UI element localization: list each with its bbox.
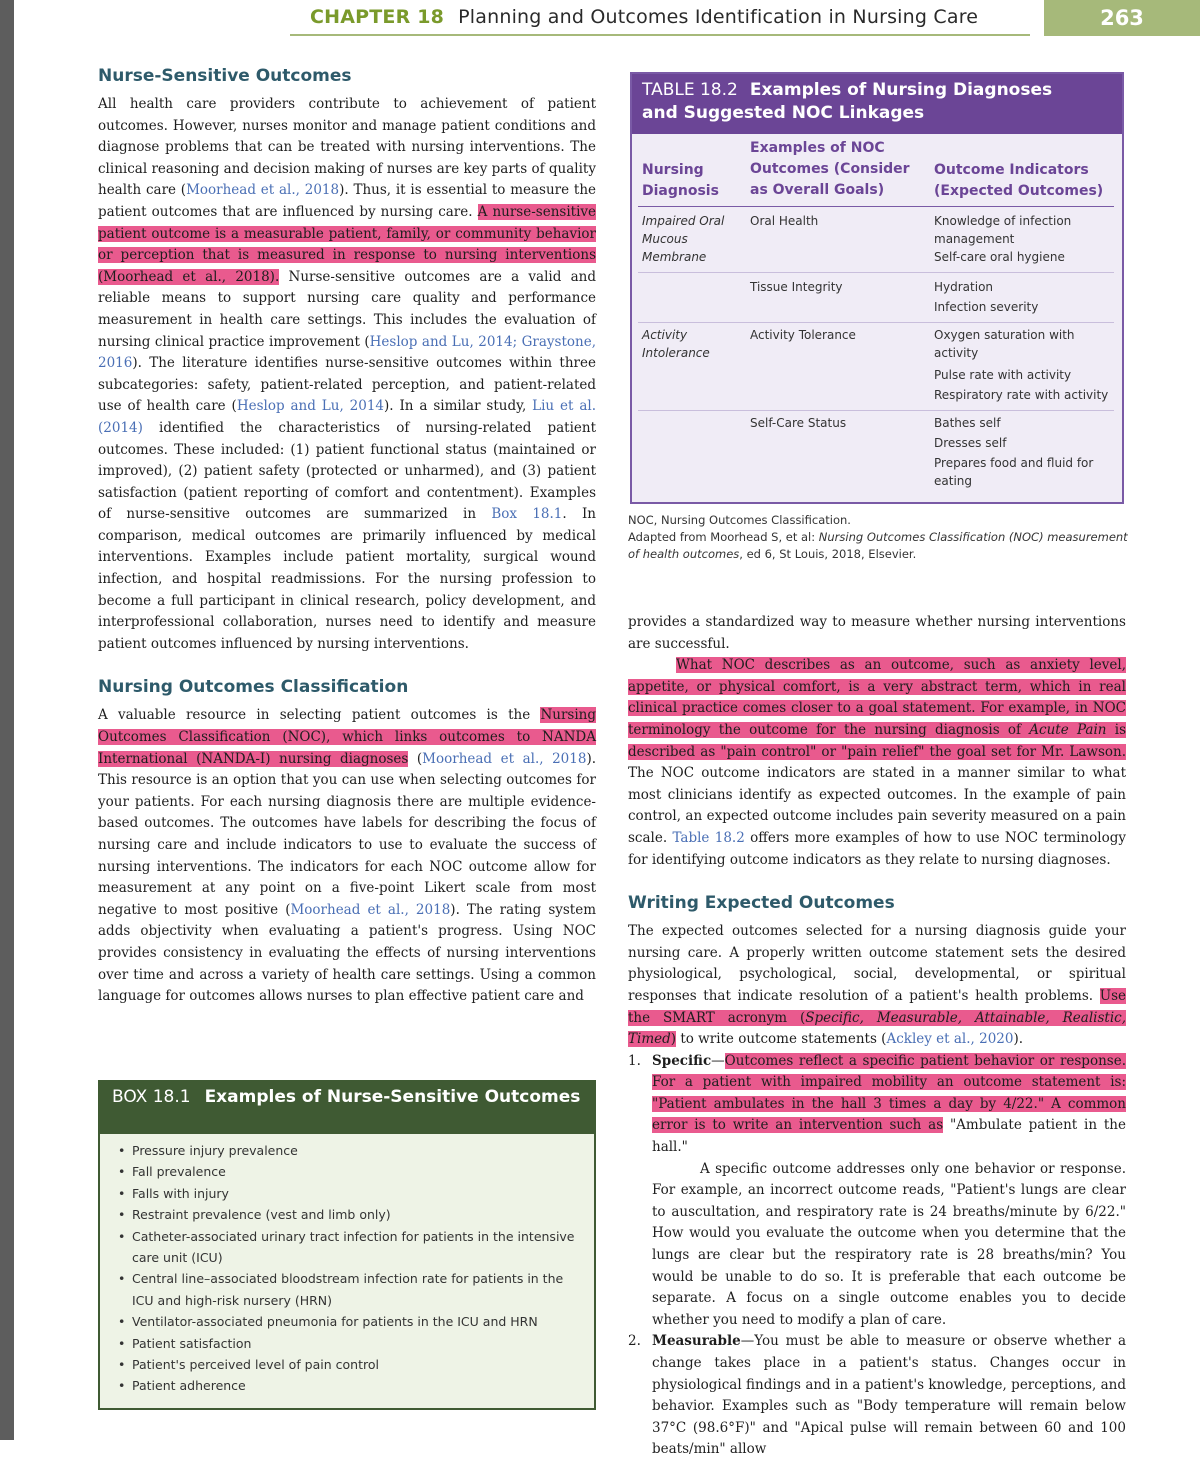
box-label: BOX 18.1 — [112, 1087, 191, 1107]
list-item: • Fall prevalence — [118, 1161, 582, 1182]
col-header-indicators: Outcome Indicators (Expected Outcomes) — [934, 162, 1104, 199]
left-column — [98, 64, 596, 1008]
smart-item-specific — [628, 1051, 1126, 1332]
citation-link[interactable]: Heslop and Lu, 2014 — [236, 398, 384, 415]
table-cell-outcome: Self-Care Status — [750, 416, 847, 430]
box-title — [100, 1082, 594, 1134]
text: ). Thus, it is essential to measure the patient outcomes that are influenced by nursing care. — [98, 182, 597, 220]
chapter-line — [310, 6, 1050, 28]
text: "Ambulate patient in the hall." — [652, 1117, 1126, 1156]
citation-link[interactable]: Ackley et al., 2020 — [886, 1031, 1014, 1048]
text: A valuable resource in selecting patient outcomes is the — [98, 707, 541, 724]
paragraph-noc — [98, 705, 596, 1007]
col-header-diagnosis: Nursing Diagnosis — [642, 162, 719, 199]
text: . In comparison, medical outcomes are primarily influenced by medical interventions. Examples include patient mortality, surgical wound infection, and hospital readmissions. For the nursing profession to become a full participant in clinical research, policy development, and interprofessional collaboration, nurses need to identify and measure patient outcomes influenced by nursing interventions. — [98, 506, 596, 652]
text: Use the SMART acronym ( — [628, 987, 1126, 1026]
source-title: Nursing Outcomes Classification (NOC) measurement of health outcomes — [628, 530, 1128, 561]
highlight: A nurse-sensitive patient outcome is a measurable patient, family, or community behavior or perception that is measured in response to nursing interventions (Moorhead et al., 2018). — [98, 203, 597, 285]
text: The expected outcomes selected for a nursing diagnosis guide your nursing care. A properly written outcome statement sets the desired physiological, psychological, social, developmental, or spiritual responses that indicate resolution of a patient's health problems. — [628, 923, 1126, 1004]
text: You must be able to measure or observe whether a change takes place in a patient's status. Changes occur in physiological findings and in a patient's knowledge, perceptions, and behavior. Examples such as "Body temperature will remain below 37°C (98.6°F)" and "Apical pulse will remain between 60 and 100 beats/min" allow — [652, 1333, 1126, 1458]
item-text — [652, 1331, 1126, 1461]
box-reference-link[interactable]: Box 18.1 — [491, 506, 563, 523]
citation-link[interactable]: Liu et al. (2014) — [98, 398, 596, 436]
table-cell-indicator: Prepares food and fluid for eating — [934, 456, 1094, 488]
paragraph-nurse-sensitive — [98, 94, 596, 655]
item-number: 1. — [628, 1052, 641, 1069]
table-cell-outcome: Oral Health — [750, 214, 819, 228]
text: to write outcome statements ( — [676, 1031, 887, 1048]
heading-nurse-sensitive-outcomes: Nurse-Sensitive Outcomes — [98, 66, 352, 86]
citation-link[interactable]: Moorhead et al., 2018 — [186, 182, 340, 199]
row-rule — [638, 272, 1114, 273]
table-label: TABLE 18.2 — [642, 80, 738, 100]
heading-noc: Nursing Outcomes Classification — [98, 677, 409, 698]
text: ) — [670, 1031, 677, 1048]
page-edge-shadow — [0, 0, 14, 1440]
table-cell-indicator: Oxygen saturation with activity — [934, 328, 1075, 360]
table-cell-outcome: Activity Tolerance — [750, 328, 856, 342]
text: ). The rating system adds objectivity when evaluating a patient's progress. Using NOC provides consistency in evaluating the effects of nursing interventions over time and across a variety of health care settings. Using a common language for outcomes allows nurses to plan effective patient care and — [98, 901, 597, 1005]
footnote-source — [628, 529, 1128, 563]
table-18-2 — [630, 72, 1124, 504]
table-cell-indicator: Knowledge of infection management — [934, 214, 1072, 246]
highlight: Outcomes reflect a specific patient behavior or response. For a patient with impaired mobility an outcome statement is: "Patient ambulates in the hall 3 times a day by 4/22." A common error is to write an intervention such as — [652, 1052, 1126, 1134]
item-number: 2. — [628, 1333, 641, 1350]
list-item: • Central line–associated bloodstream infection rate for patients in the ICU and high-risk nursery (HRN) — [118, 1268, 582, 1311]
text: What NOC describes as an outcome, such as anxiety level, appetite, or physical comfort, is a very abstract term, which in real clinical practice comes closer to a goal statement. For example, in NOC terminology the outcome for the nursing diagnosis of — [628, 657, 1126, 738]
table-footnote — [628, 512, 1128, 563]
table-cell-indicator: Bathes self — [934, 416, 1001, 430]
item-text — [652, 1051, 1126, 1159]
list-item: • Patient satisfaction — [118, 1333, 582, 1354]
row-rule — [638, 322, 1114, 323]
table-title — [632, 74, 1122, 134]
col-header-noc-outcomes: Examples of NOC Outcomes (Consider as Overall Goals) — [750, 140, 910, 198]
smart-terms: Specific, Measurable, Attainable, Realistic, Timed — [628, 1009, 1126, 1048]
dash: — — [711, 1052, 725, 1069]
smart-item-measurable — [628, 1331, 1126, 1461]
citation-link[interactable]: Heslop and Lu, 2014; Graystone, 2016 — [98, 333, 596, 372]
list-item: • Ventilator-associated pneumonia for patients in the ICU and HRN — [118, 1311, 582, 1332]
box-caption: Examples of Nurse-Sensitive Outcomes — [204, 1087, 581, 1107]
table-cell-indicator: Pulse rate with activity — [934, 368, 1072, 382]
text: All health care providers contribute to achievement of patient outcomes. However, nurses monitor and manage patient conditions and diagnose problems that can be treated with nursing interventions. The clinical reasoning and decision making of nurses are key parts of quality health care ( — [98, 96, 596, 199]
table-cell-outcome: Tissue Integrity — [750, 280, 843, 294]
paragraph-noc-abstract — [628, 655, 1126, 871]
page-number: 263 — [1044, 0, 1200, 36]
item-term: Specific — [652, 1052, 712, 1069]
item-text: A specific outcome addresses only one behavior or response. For example, an incorrect outcome reads, "Patient's lungs are clear to auscultation, and respiratory rate is 24 breaths/minute by 6/22." How would you evaluate the outcome when you determine that the lungs are clear but the respiratory rate is 28 breaths/min? You would be unable to do so. It is preferable that each outcome be separate. A focus on a single outcome enables you to decide whether you need to modify a plan of care. — [652, 1160, 1126, 1328]
citation-link[interactable]: Moorhead et al., 2018 — [422, 750, 587, 767]
text: ( — [408, 750, 423, 767]
table-cell-diagnosis: Impaired Oral Mucous Membrane — [642, 214, 725, 264]
item-term: Measurable — [652, 1333, 741, 1350]
table-cell-diagnosis: Activity Intolerance — [642, 328, 710, 360]
box-list — [100, 1134, 594, 1397]
list-item: • Restraint prevalence (vest and limb only) — [118, 1204, 582, 1225]
header-rule — [290, 34, 1030, 36]
heading-writing-outcomes: Writing Expected Outcomes — [628, 893, 895, 914]
text: Adapted from Moorhead S, et al: — [628, 530, 819, 544]
list-item: • Patient adherence — [118, 1375, 582, 1396]
citation-link[interactable]: Moorhead et al., 2018 — [290, 901, 451, 918]
header-rule — [638, 206, 1114, 207]
paragraph-smart — [628, 921, 1126, 1051]
text: ). In a similar study, — [384, 398, 533, 415]
dash: — — [740, 1333, 755, 1350]
text: , ed 6, St Louis, 2018, Elsevier. — [739, 547, 917, 561]
chapter-title: Planning and Outcomes Identification in Nursing Care — [458, 6, 979, 28]
text: identified the characteristics of nursing-related patient outcomes. These included: (1) patient functional status (maintained or improved), (2) patient safety (protected or unharmed), and (3) patient satisfaction (patient reporting of comfort and contentment). Examples of nurse-sensitive outcomes are summarized in — [98, 419, 596, 523]
table-cell-indicator: Hydration — [934, 280, 994, 294]
footnote-abbreviation: NOC, Nursing Outcomes Classification. — [628, 513, 851, 527]
list-item: • Falls with injury — [118, 1183, 582, 1204]
highlight: Nursing Outcomes Classification (NOC), which links outcomes to NANDA International (NANDA-I) nursing diagnoses — [98, 707, 596, 767]
diagnosis-term: Acute Pain — [1029, 721, 1107, 738]
highlight — [628, 657, 1126, 759]
chapter-label: CHAPTER 18 — [310, 6, 445, 28]
text: ). This resource is an option that you can use when selecting outcomes for your patients. For each nursing diagnosis there are multiple evidence-based outcomes. The outcomes have labels for describing the focus of nursing care and include indicators to use to evaluate the success of nursing interventions. The indicators for each NOC outcome allow for measurement at any point on a five-point Likert scale from most negative to most positive ( — [98, 750, 597, 918]
list-item: • Patient's perceived level of pain control — [118, 1354, 582, 1375]
text: is described as "pain control" or "pain relief" the goal set for Mr. Lawson. — [628, 721, 1126, 760]
text: offers more examples of how to use NOC terminology for identifying outcome indicators as they relate to nursing diagnoses. — [628, 829, 1126, 868]
table-cell-indicator: Self-care oral hygiene — [934, 250, 1065, 264]
list-item: • Catheter-associated urinary tract infection for patients in the intensive care unit (ICU) — [118, 1226, 582, 1269]
row-rule — [638, 410, 1114, 411]
table-cell-indicator: Respiratory rate with activity — [934, 388, 1109, 402]
right-column — [628, 612, 1126, 1461]
text: ). — [1013, 1031, 1024, 1048]
table-caption-line1: Examples of Nursing Diagnoses — [749, 80, 1053, 100]
text: The NOC outcome indicators are stated in a manner similar to what most clinicians identify as expected outcomes. In the example of pain control, an expected outcome includes pain severity measured on a pain scale. — [628, 765, 1126, 846]
table-cell-indicator: Dresses self — [934, 436, 1007, 450]
text: ). The literature identifies nurse-sensitive outcomes within three subcategories: safety, patient-related perception, and patient-related use of health care ( — [98, 355, 596, 415]
list-item: • Pressure injury prevalence — [118, 1140, 582, 1161]
table-reference-link[interactable]: Table 18.2 — [672, 829, 745, 846]
table-caption-line2: and Suggested NOC Linkages — [642, 103, 925, 123]
box-18-1 — [98, 1080, 596, 1410]
text: Nurse-sensitive outcomes are a valid and reliable means to support nursing care quality and performance measurement in health care settings. This includes the evaluation of nursing clinical practice improvement ( — [98, 268, 597, 350]
paragraph-continued: provides a standardized way to measure whether nursing interventions are successful. — [628, 614, 1126, 652]
table-cell-indicator: Infection severity — [934, 300, 1039, 314]
